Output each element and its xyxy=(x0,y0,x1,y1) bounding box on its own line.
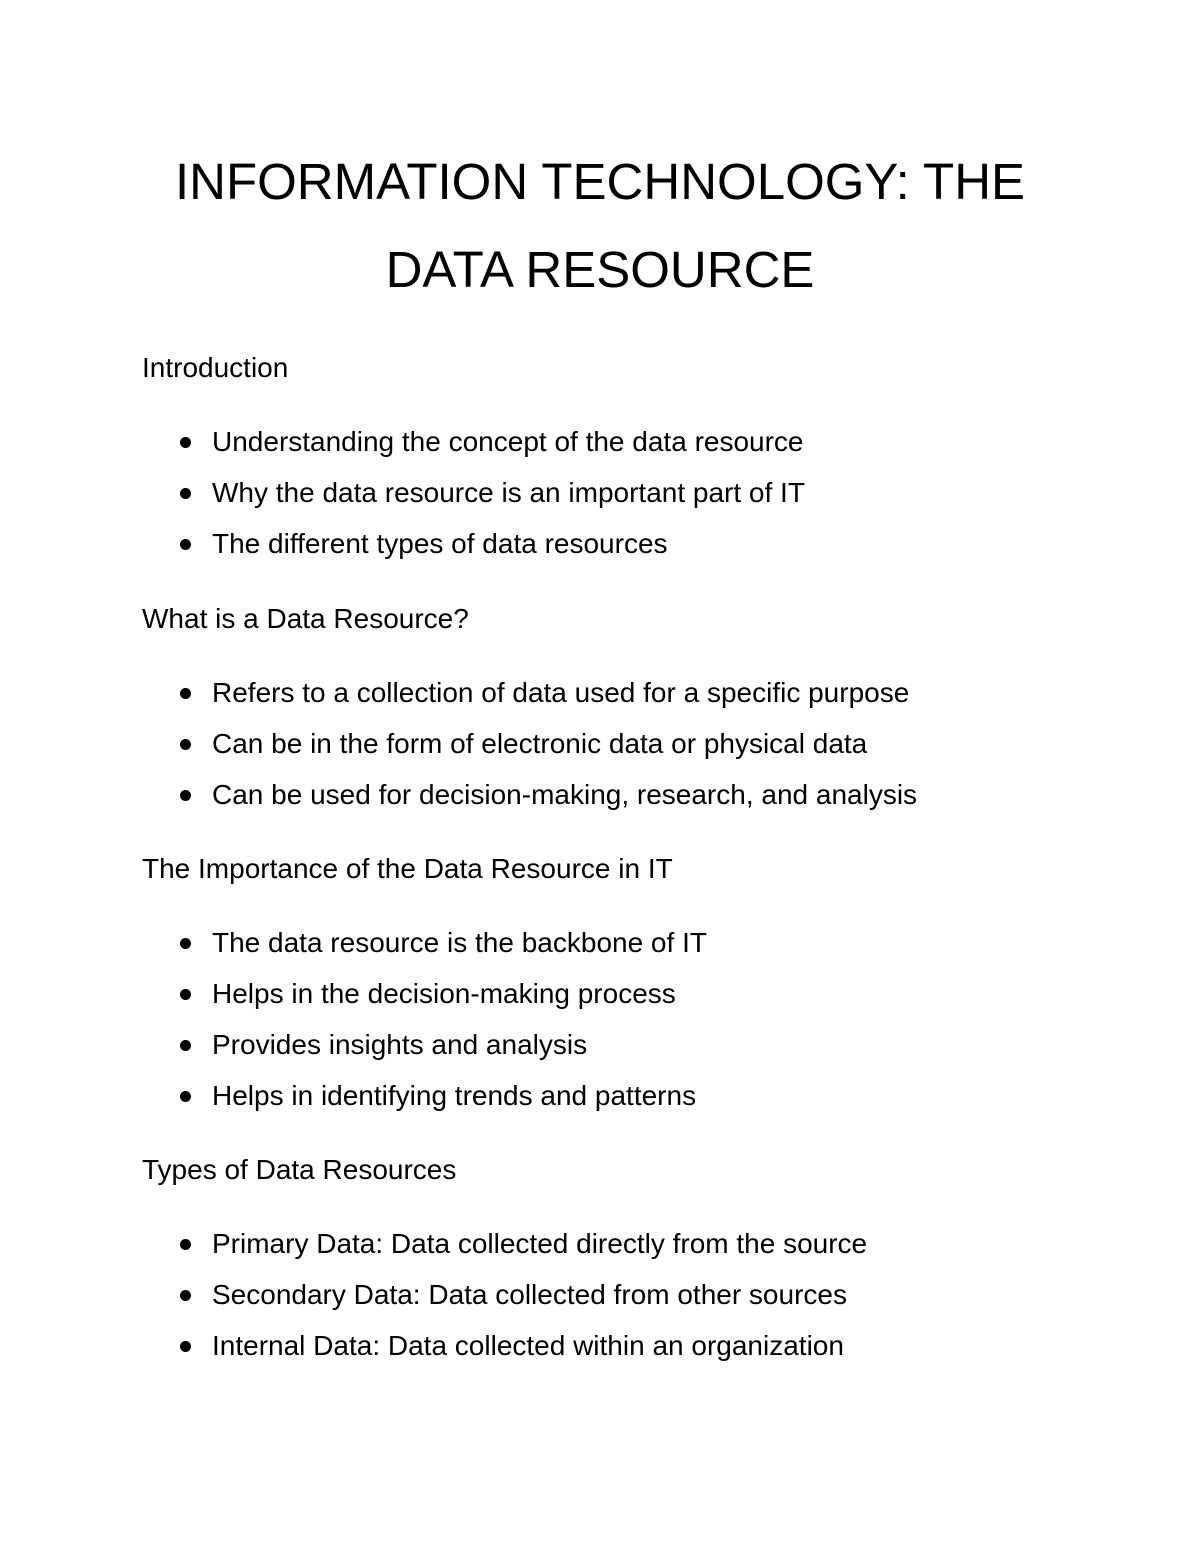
section-heading: The Importance of the Data Resource in IT xyxy=(142,853,673,884)
list-item-text: The different types of data resources xyxy=(212,528,668,559)
list-item-text: Helps in identifying trends and patterns xyxy=(212,1080,697,1111)
bullet-dot-icon xyxy=(180,1290,191,1301)
bullet-dot-icon xyxy=(180,539,191,550)
list-item-text: Can be used for decision-making, research, and analysis xyxy=(212,779,918,810)
bullet-dot-icon xyxy=(180,488,191,499)
list-item xyxy=(142,1027,1142,1078)
bullet-list xyxy=(142,424,1142,577)
list-item xyxy=(142,1277,1142,1328)
list-item xyxy=(142,475,1142,526)
section-importance xyxy=(142,851,1142,1129)
list-item xyxy=(142,925,1142,976)
list-item-text: Refers to a collection of data used for a specific purpose xyxy=(212,677,910,708)
list-item xyxy=(142,726,1142,777)
list-item xyxy=(142,976,1142,1027)
list-item-text: Helps in the decision-making process xyxy=(212,978,676,1009)
list-item-text: Provides insights and analysis xyxy=(212,1029,588,1060)
bullet-dot-icon xyxy=(180,1040,191,1051)
bullet-dot-icon xyxy=(180,1239,191,1250)
bullet-list xyxy=(142,675,1142,828)
list-item-text: Secondary Data: Data collected from other sources xyxy=(212,1279,847,1310)
bullet-dot-icon xyxy=(180,938,191,949)
bullet-dot-icon xyxy=(180,1091,191,1102)
document-title-line-2: DATA RESOURCE xyxy=(385,241,815,298)
section-heading: What is a Data Resource? xyxy=(142,603,469,634)
list-item xyxy=(142,777,1142,828)
section-introduction xyxy=(142,350,1142,577)
section-types xyxy=(142,1152,1142,1379)
document-title xyxy=(0,138,1200,314)
section-heading: Types of Data Resources xyxy=(142,1154,457,1185)
bullet-list xyxy=(142,925,1142,1129)
document-title-line-1: INFORMATION TECHNOLOGY: THE xyxy=(174,153,1026,210)
list-item-text: Internal Data: Data collected within an organization xyxy=(212,1330,844,1361)
list-item xyxy=(142,1328,1142,1379)
list-item xyxy=(142,424,1142,475)
bullet-dot-icon xyxy=(180,989,191,1000)
list-item-text: Can be in the form of electronic data or physical data xyxy=(212,728,868,759)
bullet-dot-icon xyxy=(180,1341,191,1352)
list-item xyxy=(142,1226,1142,1277)
list-item xyxy=(142,675,1142,726)
bullet-dot-icon xyxy=(180,688,191,699)
list-item xyxy=(142,1078,1142,1129)
list-item-text: The data resource is the backbone of IT xyxy=(212,927,707,958)
bullet-dot-icon xyxy=(180,790,191,801)
list-item-text: Understanding the concept of the data resource xyxy=(212,426,804,457)
bullet-dot-icon xyxy=(180,739,191,750)
list-item xyxy=(142,526,1142,577)
section-what-is-data-resource xyxy=(142,601,1142,828)
list-item-text: Primary Data: Data collected directly from the source xyxy=(212,1228,868,1259)
bullet-list xyxy=(142,1226,1142,1379)
bullet-dot-icon xyxy=(180,437,191,448)
list-item-text: Why the data resource is an important part of IT xyxy=(212,477,805,508)
section-heading: Introduction xyxy=(142,352,289,383)
